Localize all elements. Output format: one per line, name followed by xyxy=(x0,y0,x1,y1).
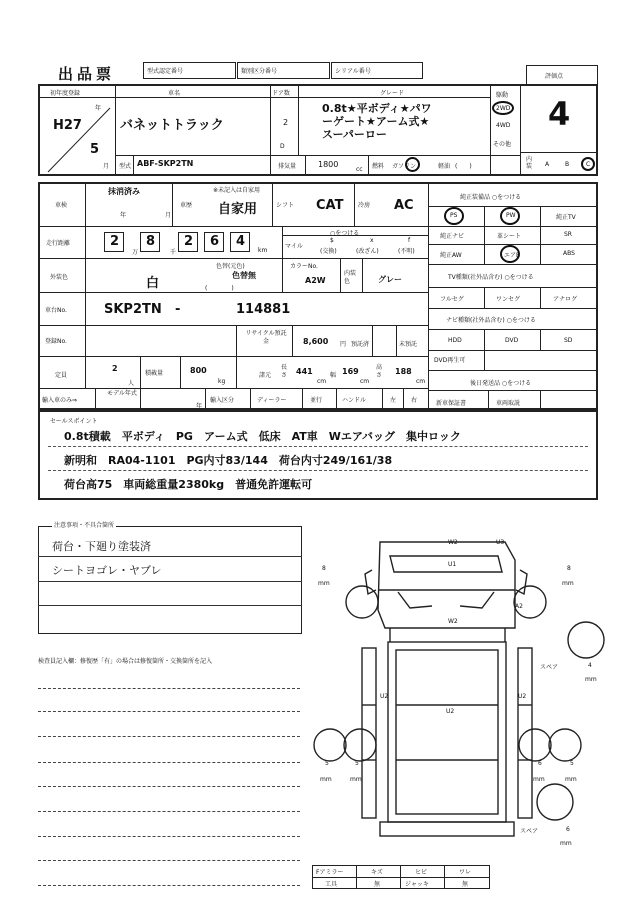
note-line-1: 荷台・下廻り塗装済 xyxy=(52,540,151,553)
sales-line-3: 荷台高75 車両総重量2380kg 普通免許運転可 xyxy=(64,478,313,491)
selected-circle xyxy=(492,101,514,115)
fuel-circle xyxy=(405,157,420,172)
score-value: 4 xyxy=(548,95,571,133)
first-reg-year: H27 xyxy=(53,118,82,133)
note-line-2: シートヨゴレ・ヤブレ xyxy=(52,564,162,577)
displacement: 1800 xyxy=(318,160,339,169)
model-code: ABF-SKP2TN xyxy=(137,159,194,168)
sales-line-1: 0.8t積載 平ボディ PG アーム式 低床 AT車 Wエアバッグ 集中ロック xyxy=(64,430,461,443)
doors-value: 2 xyxy=(283,118,289,127)
sales-line-2: 新明和 RA04-1101 PG内寸83/144 荷台内寸249/161/38 xyxy=(64,454,393,467)
grade-text: 0.8t★平ボディ★パワ ーゲート★アーム式★ スーパーロー xyxy=(322,102,432,141)
serial-box: シリアル番号 xyxy=(331,62,423,79)
model-cert-box: 型式認定番号 xyxy=(143,62,236,79)
mileage-digits: 2 8 2 6 4 xyxy=(104,232,264,252)
drive-2wd: 2WD xyxy=(496,105,511,112)
inspector-label: 検査員記入欄：修復歴「有」の場合は修復箇所・交換箇所を記入 xyxy=(38,658,213,665)
car-name: バネットトラック xyxy=(120,118,224,133)
class-box: 類別区分番号 xyxy=(237,62,330,79)
first-reg-month: 5 xyxy=(90,142,100,157)
page-title: 出品票 xyxy=(58,65,116,83)
score-header: 評価点 xyxy=(526,65,598,85)
